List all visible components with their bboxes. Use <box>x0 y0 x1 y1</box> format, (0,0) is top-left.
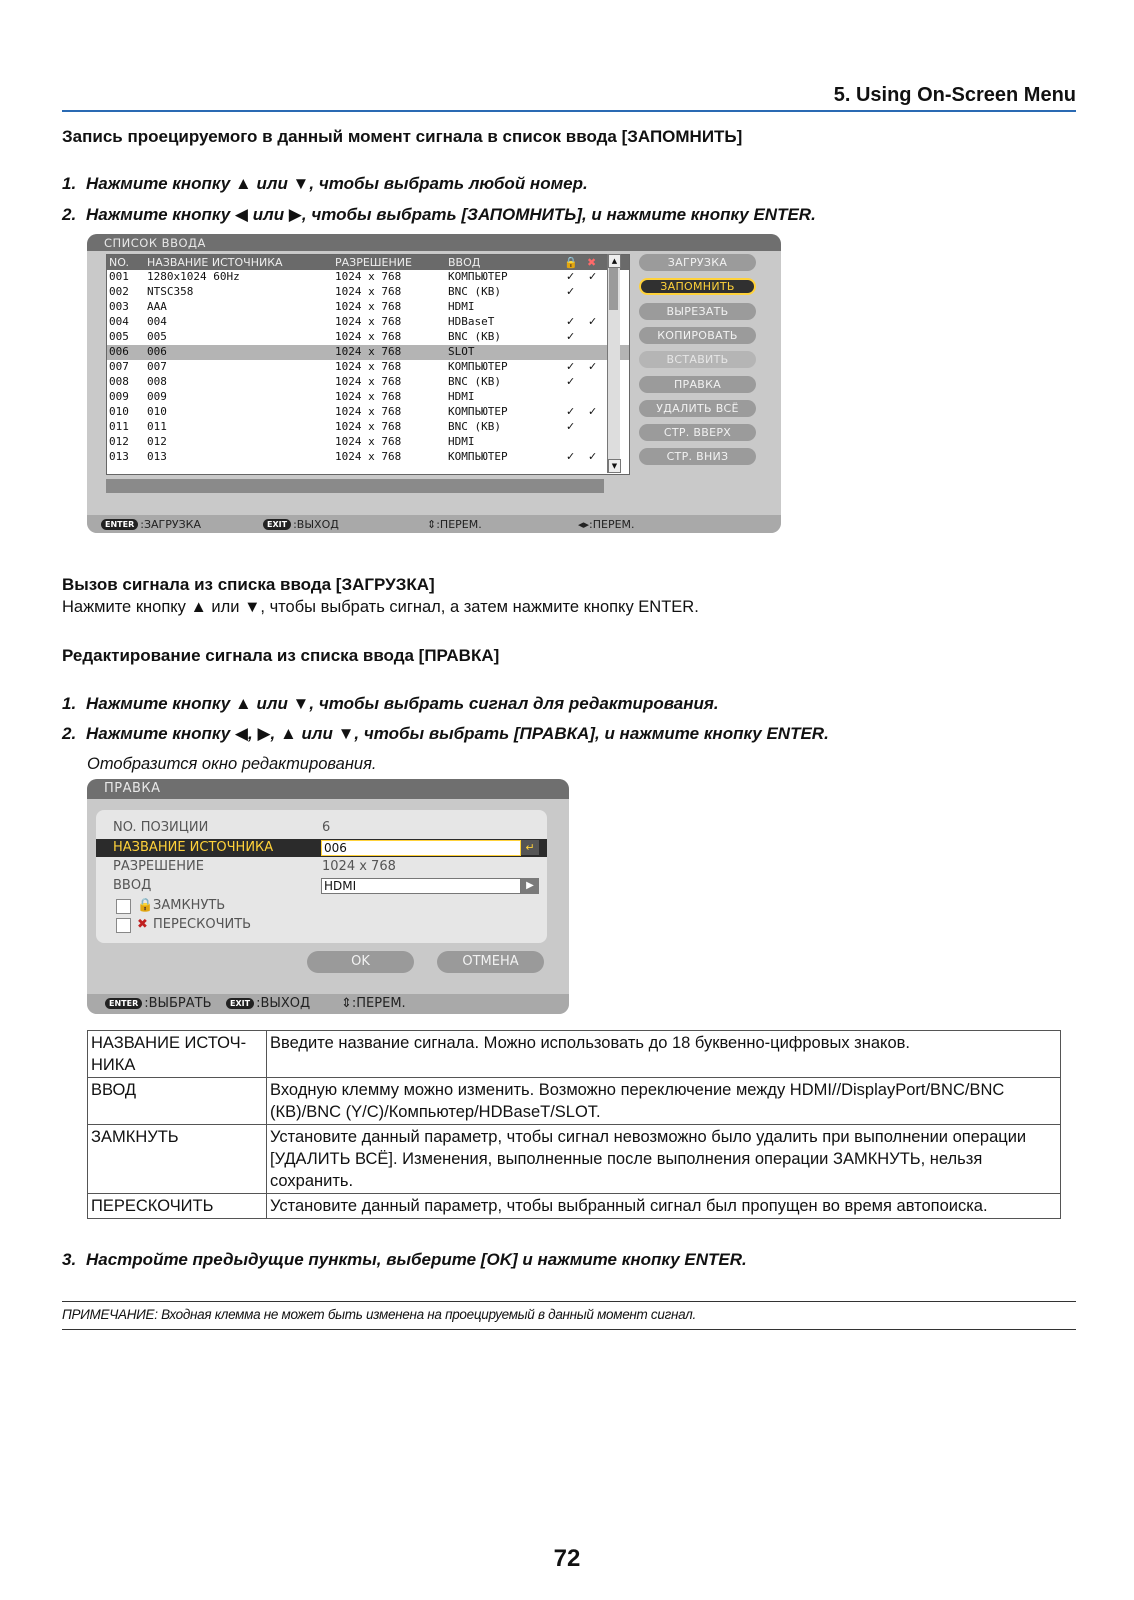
edit-sub-text: Отобразится окно редактирования. <box>87 755 377 773</box>
skip-row[interactable] <box>96 916 547 934</box>
list-action-button[interactable]: ВСТАВИТЬ <box>639 351 756 368</box>
step-text: Нажмите кнопку ▲ или ▼, чтобы выбрать сигнал для редактирования. <box>86 694 719 713</box>
cell-res: 1024 x 768 <box>335 360 402 373</box>
cell-no: 009 <box>109 390 129 403</box>
col-source-name: НАЗВАНИЕ ИСТОЧНИКА <box>147 256 283 269</box>
step-text: Нажмите кнопку ◀ или ▶, чтобы выбрать [ЗАПОМНИТЬ], и нажмите кнопку ENTER. <box>86 205 816 224</box>
edit-window-footer <box>87 994 569 1014</box>
cell-name: 012 <box>147 435 167 448</box>
description-cell: Установите данный параметр, чтобы сигнал невозможно было удалить при выполнении операции [УДАЛИТЬ ВСЁ]. Изменения, выполненные после выполнения операции ЗАМКНУТЬ, нельзя сохранить. <box>267 1125 1061 1194</box>
input-list-rows <box>107 270 629 465</box>
cell-no: 011 <box>109 420 129 433</box>
edit-window-title: ПРАВКА <box>87 779 569 799</box>
description-cell: Установите данный параметр, чтобы выбранный сигнал был пропущен во время автопоиска. <box>267 1194 1061 1219</box>
resolution-row <box>96 858 547 876</box>
cell-lock: ✓ <box>566 330 576 343</box>
list-action-button[interactable]: СТР. ВВЕРХ <box>639 424 756 441</box>
cell-res: 1024 x 768 <box>335 345 402 358</box>
cell-no: 005 <box>109 330 129 343</box>
list-item[interactable] <box>107 300 629 315</box>
cell-name: 006 <box>147 345 167 358</box>
section-header-title: 5. Using On-Screen Menu <box>833 84 1076 106</box>
skip-column-icon: ✖ <box>587 256 597 269</box>
step-number: 2. <box>62 724 77 743</box>
cell-input: BNC (КВ) <box>448 375 501 388</box>
input-list-window <box>87 234 781 533</box>
list-item[interactable] <box>107 375 629 390</box>
edit-step-1 <box>62 694 719 714</box>
footer-select-hint: :ВЫБРАТЬ <box>144 996 212 1011</box>
list-item[interactable] <box>107 450 629 465</box>
cell-name: 009 <box>147 390 167 403</box>
enter-key-badge: ENTER <box>101 519 138 530</box>
cell-name: 011 <box>147 420 167 433</box>
edit-heading: Редактирование сигнала из списка ввода [ПРАВКА] <box>62 646 500 665</box>
list-item[interactable] <box>107 390 629 405</box>
cell-res: 1024 x 768 <box>335 315 402 328</box>
cell-name: 013 <box>147 450 167 463</box>
cell-name: 007 <box>147 360 167 373</box>
cell-lock: ✓ <box>566 405 576 418</box>
cell-lock: ✓ <box>566 315 576 328</box>
cell-res: 1024 x 768 <box>335 420 402 433</box>
lock-row[interactable] <box>96 897 547 915</box>
enter-key-badge: ENTER <box>105 998 142 1009</box>
list-item[interactable] <box>107 405 629 420</box>
cell-name: NTSC358 <box>147 285 194 298</box>
input-list-table <box>106 254 630 475</box>
step-number: 1. <box>62 694 77 713</box>
input-list-footer <box>87 515 781 533</box>
cell-input: SLOT <box>448 345 475 358</box>
input-label: ВВОД <box>113 878 152 893</box>
list-action-button[interactable]: ЗАПОМНИТЬ <box>639 278 756 295</box>
note-top-rule <box>62 1301 1076 1302</box>
cell-input: КОМПЬЮТЕР <box>448 270 508 283</box>
cell-no: 001 <box>109 270 129 283</box>
table-row <box>88 1031 1061 1078</box>
col-resolution: РАЗРЕШЕНИЕ <box>335 256 412 269</box>
cell-input: BNC (КВ) <box>448 330 501 343</box>
note-text: ПРИМЕЧАНИЕ: Входная клемма не может быть изменена на проецируемый в данный момент сигнал. <box>62 1307 696 1322</box>
input-select[interactable]: HDMI <box>321 878 521 894</box>
load-text: Нажмите кнопку ▲ или ▼, чтобы выбрать сигнал, а затем нажмите кнопку ENTER. <box>62 598 699 616</box>
step-text: Нажмите кнопку ◀, ▶, ▲ или ▼, чтобы выбрать [ПРАВКА], и нажмите кнопку ENTER. <box>86 724 829 743</box>
step-number: 2. <box>62 205 77 224</box>
step-number: 1. <box>62 174 77 193</box>
description-cell: Входную клемму можно изменить. Возможно переключение между HDMI//DisplayPort/BNC/BNC (КВ)/BNC (Y/C)/Компьютер/HDBaseT/SLOT. <box>267 1078 1061 1125</box>
skip-icon: ✖ <box>137 917 148 932</box>
list-action-button[interactable]: ВЫРЕЗАТЬ <box>639 303 756 320</box>
position-value: 6 <box>322 820 331 835</box>
list-info-bar <box>106 479 604 493</box>
edit-fields-description-table <box>87 1030 1061 1219</box>
cell-no: 007 <box>109 360 129 373</box>
cell-input: HDMI <box>448 300 475 313</box>
cell-name: 010 <box>147 405 167 418</box>
cell-lock: ✓ <box>566 360 576 373</box>
cell-name: 1280x1024 60Hz <box>147 270 240 283</box>
list-item[interactable] <box>107 330 629 345</box>
footer-load-hint: :ЗАГРУЗКА <box>140 518 201 531</box>
cell-name: 004 <box>147 315 167 328</box>
page-number: 72 <box>553 1545 581 1572</box>
cell-input: BNC (КВ) <box>448 420 501 433</box>
list-item[interactable] <box>107 435 629 450</box>
cell-res: 1024 x 768 <box>335 390 402 403</box>
footer-updown-hint: ⇕:ПЕРЕМ. <box>341 996 406 1011</box>
footer-exit-hint: :ВЫХОД <box>293 518 339 531</box>
lock-column-icon: 🔒 <box>564 256 578 269</box>
cell-name: 008 <box>147 375 167 388</box>
cell-no: 013 <box>109 450 129 463</box>
exit-key-badge: EXIT <box>226 998 254 1009</box>
list-action-button[interactable]: УДАЛИТЬ ВСЁ <box>639 400 756 417</box>
edit-step-2 <box>62 724 829 744</box>
description-cell: Введите название сигнала. Можно использовать до 18 буквенно-цифровых знаков. <box>267 1031 1061 1078</box>
cell-skip: ✓ <box>588 315 598 328</box>
step-text: Настройте предыдущие пункты, выберите [OK] и нажмите кнопку ENTER. <box>86 1250 747 1269</box>
cell-lock: ✓ <box>566 450 576 463</box>
table-row <box>88 1125 1061 1194</box>
cell-skip: ✓ <box>588 270 598 283</box>
list-action-button[interactable]: СТР. ВНИЗ <box>639 448 756 465</box>
col-no: NO. <box>109 256 129 269</box>
edit-step-3 <box>62 1250 747 1270</box>
list-action-button[interactable]: ПРАВКА <box>639 376 756 393</box>
position-row <box>96 819 547 837</box>
input-list-header <box>107 255 629 270</box>
step-number: 3. <box>62 1250 77 1269</box>
resolution-value: 1024 x 768 <box>322 859 396 874</box>
cancel-button[interactable]: ОТМЕНА <box>437 951 544 973</box>
term-cell: ЗАМКНУТЬ <box>88 1125 267 1194</box>
table-row <box>88 1194 1061 1219</box>
cell-input: HDMI <box>448 435 475 448</box>
step-text: Нажмите кнопку ▲ или ▼, чтобы выбрать любой номер. <box>86 174 588 193</box>
list-item[interactable] <box>107 420 629 435</box>
cell-lock: ✓ <box>566 420 576 433</box>
cell-name: AAA <box>147 300 167 313</box>
cell-res: 1024 x 768 <box>335 300 402 313</box>
source-name-row[interactable] <box>96 839 547 857</box>
cell-res: 1024 x 768 <box>335 375 402 388</box>
cell-res: 1024 x 768 <box>335 285 402 298</box>
cell-lock: ✓ <box>566 285 576 298</box>
cell-input: КОМПЬЮТЕР <box>448 360 508 373</box>
input-list-title: СПИСОК ВВОДА <box>87 234 781 251</box>
cell-no: 012 <box>109 435 129 448</box>
resolution-label: РАЗРЕШЕНИЕ <box>113 859 204 874</box>
cell-res: 1024 x 768 <box>335 330 402 343</box>
footer-updown-hint: ⇕:ПЕРЕМ. <box>427 518 482 531</box>
list-action-button[interactable]: ЗАГРУЗКА <box>639 254 756 271</box>
cell-no: 010 <box>109 405 129 418</box>
ok-button[interactable]: OK <box>307 951 414 973</box>
cell-no: 008 <box>109 375 129 388</box>
note-bottom-rule <box>62 1329 1076 1330</box>
term-cell: ВВОД <box>88 1078 267 1125</box>
lock-label: ЗАМКНУТЬ <box>153 898 226 913</box>
cell-lock: ✓ <box>566 375 576 388</box>
cell-input: HDBaseT <box>448 315 495 328</box>
cell-res: 1024 x 768 <box>335 450 402 463</box>
cell-lock: ✓ <box>566 270 576 283</box>
col-input: ВВОД <box>448 256 481 269</box>
store-heading: Запись проецируемого в данный момент сигнала в список ввода [ЗАПОМНИТЬ] <box>62 127 743 146</box>
lock-checkbox[interactable] <box>116 899 131 914</box>
list-item[interactable] <box>107 270 629 285</box>
input-arrow-right-icon[interactable]: ▶ <box>521 878 539 894</box>
load-heading: Вызов сигнала из списка ввода [ЗАГРУЗКА] <box>62 575 435 594</box>
table-row <box>88 1078 1061 1125</box>
scroll-up-icon[interactable]: ▲ <box>608 254 621 268</box>
edit-window <box>87 779 569 1014</box>
header-divider <box>62 110 1076 112</box>
list-item[interactable] <box>107 345 629 360</box>
list-scrollbar[interactable] <box>607 254 620 473</box>
cell-input: HDMI <box>448 390 475 403</box>
footer-leftright-hint: ◂▸:ПЕРЕМ. <box>578 518 635 531</box>
exit-key-badge: EXIT <box>263 519 291 530</box>
cell-no: 002 <box>109 285 129 298</box>
cell-skip: ✓ <box>588 450 598 463</box>
term-cell: ПЕРЕСКОЧИТЬ <box>88 1194 267 1219</box>
position-label: NO. ПОЗИЦИИ <box>113 820 209 835</box>
cell-no: 006 <box>109 345 129 358</box>
cell-res: 1024 x 768 <box>335 405 402 418</box>
store-step-2 <box>62 205 816 225</box>
list-item[interactable] <box>107 360 629 375</box>
cell-skip: ✓ <box>588 360 598 373</box>
list-item[interactable] <box>107 285 629 300</box>
store-step-1 <box>62 174 588 194</box>
skip-label: ПЕРЕСКОЧИТЬ <box>153 917 252 932</box>
cell-res: 1024 x 768 <box>335 435 402 448</box>
cell-no: 004 <box>109 315 129 328</box>
source-name-field[interactable]: 006 <box>321 840 521 856</box>
source-name-label: НАЗВАНИЕ ИСТОЧНИКА <box>113 840 274 855</box>
cell-input: КОМПЬЮТЕР <box>448 405 508 418</box>
cell-skip: ✓ <box>588 405 598 418</box>
edit-form <box>96 810 547 943</box>
footer-exit-hint: :ВЫХОД <box>256 996 311 1011</box>
list-action-button[interactable]: КОПИРОВАТЬ <box>639 327 756 344</box>
cell-no: 003 <box>109 300 129 313</box>
list-item[interactable] <box>107 315 629 330</box>
term-cell: НАЗВАНИЕ ИСТОЧ-НИКА <box>88 1031 267 1078</box>
scroll-thumb[interactable] <box>609 268 618 310</box>
cell-res: 1024 x 768 <box>335 270 402 283</box>
enter-return-icon[interactable]: ↵ <box>521 840 539 855</box>
cell-input: BNC (КВ) <box>448 285 501 298</box>
input-row[interactable] <box>96 877 547 895</box>
cell-name: 005 <box>147 330 167 343</box>
cell-input: КОМПЬЮТЕР <box>448 450 508 463</box>
lock-icon: 🔒 <box>137 898 154 913</box>
scroll-down-icon[interactable]: ▼ <box>608 459 621 473</box>
skip-checkbox[interactable] <box>116 918 131 933</box>
